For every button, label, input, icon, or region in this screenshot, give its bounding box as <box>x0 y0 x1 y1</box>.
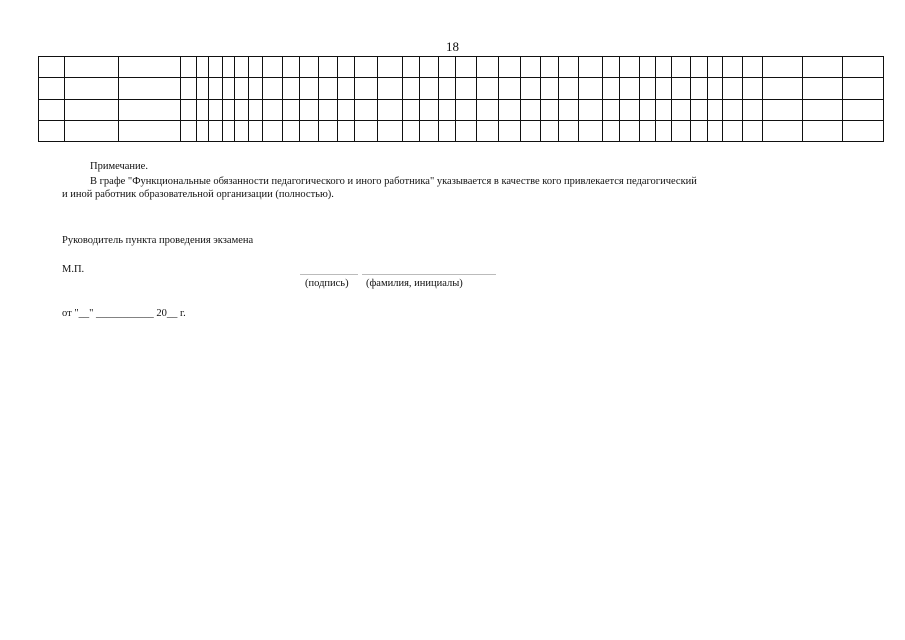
table-cell <box>639 78 655 99</box>
table-cell <box>843 57 884 78</box>
table-cell <box>235 99 249 120</box>
table-cell <box>707 120 722 141</box>
table-cell <box>690 120 707 141</box>
table-cell <box>402 57 419 78</box>
table-cell <box>541 57 559 78</box>
note-title: Примечание. <box>90 161 148 172</box>
table-cell <box>119 57 181 78</box>
table-cell <box>282 57 299 78</box>
table-cell <box>707 78 722 99</box>
table-cell <box>639 99 655 120</box>
table-cell <box>223 99 235 120</box>
table-cell <box>119 120 181 141</box>
table-cell <box>420 120 438 141</box>
table-cell <box>262 120 282 141</box>
table-cell <box>208 99 222 120</box>
table-cell <box>65 78 119 99</box>
table-cell <box>603 78 620 99</box>
table-cell <box>541 99 559 120</box>
table-cell <box>208 78 222 99</box>
table-cell <box>578 78 602 99</box>
table-cell <box>235 120 249 141</box>
table-cell <box>377 120 402 141</box>
table-cell <box>377 78 402 99</box>
table-cell <box>402 120 419 141</box>
table-cell <box>499 78 520 99</box>
table-cell <box>196 57 208 78</box>
table-cell <box>318 57 337 78</box>
table-cell <box>803 120 843 141</box>
table-cell <box>803 78 843 99</box>
table-cell <box>639 57 655 78</box>
table-cell <box>337 57 354 78</box>
table-cell <box>723 120 743 141</box>
table-cell <box>603 120 620 141</box>
table-cell <box>762 99 803 120</box>
table-cell <box>438 78 455 99</box>
table-cell <box>438 57 455 78</box>
table-cell <box>707 99 722 120</box>
empty-grid-table <box>38 56 884 142</box>
position-title: Руководитель пункта проведения экзамена <box>62 235 254 246</box>
table-cell <box>249 78 262 99</box>
table-cell <box>262 57 282 78</box>
table-cell <box>196 78 208 99</box>
table-cell <box>181 99 196 120</box>
table-row <box>39 99 884 120</box>
table-cell <box>656 57 672 78</box>
table-cell <box>249 120 262 141</box>
table-cell <box>65 57 119 78</box>
name-caption: (фамилия, инициалы) <box>366 278 463 289</box>
table-cell <box>402 99 419 120</box>
table-cell <box>420 78 438 99</box>
table-cell <box>803 99 843 120</box>
table-cell <box>559 99 578 120</box>
table-cell <box>656 78 672 99</box>
table-cell <box>743 99 762 120</box>
table-cell <box>438 120 455 141</box>
table-cell <box>620 120 639 141</box>
table-cell <box>65 99 119 120</box>
signature-caption: (подпись) <box>305 278 349 289</box>
table-cell <box>620 78 639 99</box>
table-cell <box>541 78 559 99</box>
table-cell <box>707 57 722 78</box>
table-cell <box>196 99 208 120</box>
table-cell <box>762 78 803 99</box>
table-cell <box>337 99 354 120</box>
note-line-1: В графе "Функциональные обязанности педагогического и иного работника" указывается в качестве кого привлекается педагогический <box>90 176 697 187</box>
table-cell <box>377 57 402 78</box>
table-cell <box>672 57 690 78</box>
table-cell <box>262 99 282 120</box>
table-cell <box>477 57 499 78</box>
table-cell <box>119 99 181 120</box>
table-row <box>39 120 884 141</box>
table-cell <box>559 78 578 99</box>
table-cell <box>181 78 196 99</box>
table-cell <box>762 120 803 141</box>
table-cell <box>39 99 65 120</box>
table-cell <box>656 99 672 120</box>
table-cell <box>355 120 377 141</box>
table-cell <box>499 57 520 78</box>
table-cell <box>355 99 377 120</box>
table-cell <box>318 120 337 141</box>
table-cell <box>223 57 235 78</box>
table-cell <box>402 78 419 99</box>
page-number: 18 <box>446 39 459 54</box>
note-line-2: и иной работник образовательной организации (полностью). <box>62 189 334 200</box>
stamp-placeholder: М.П. <box>62 264 85 275</box>
table-cell <box>639 120 655 141</box>
table-cell <box>656 120 672 141</box>
table-cell <box>318 99 337 120</box>
table-row <box>39 78 884 99</box>
table-cell <box>578 99 602 120</box>
table-cell <box>235 57 249 78</box>
table-cell <box>377 99 402 120</box>
table-cell <box>620 99 639 120</box>
table-cell <box>39 120 65 141</box>
table-cell <box>438 99 455 120</box>
table-cell <box>420 57 438 78</box>
table-cell <box>723 78 743 99</box>
table-cell <box>603 57 620 78</box>
table-cell <box>355 57 377 78</box>
table-cell <box>723 99 743 120</box>
table-cell <box>672 78 690 99</box>
date-line: от "__" ___________ 20__ г. <box>62 308 186 319</box>
table-cell <box>559 120 578 141</box>
table-cell <box>477 99 499 120</box>
table-cell <box>843 120 884 141</box>
table-cell <box>559 57 578 78</box>
table-cell <box>843 99 884 120</box>
table-cell <box>578 120 602 141</box>
table-cell <box>499 99 520 120</box>
table-cell <box>672 120 690 141</box>
table-cell <box>196 120 208 141</box>
table-cell <box>181 57 196 78</box>
table-cell <box>300 99 318 120</box>
table-cell <box>223 120 235 141</box>
table-cell <box>723 57 743 78</box>
table-cell <box>208 120 222 141</box>
table-cell <box>762 57 803 78</box>
table-row <box>39 57 884 78</box>
table-cell <box>235 78 249 99</box>
table-cell <box>39 78 65 99</box>
table-cell <box>690 78 707 99</box>
table-cell <box>300 120 318 141</box>
table-cell <box>520 99 540 120</box>
table-cell <box>355 78 377 99</box>
table-cell <box>282 120 299 141</box>
table-cell <box>455 99 476 120</box>
table-cell <box>743 57 762 78</box>
table-cell <box>455 78 476 99</box>
table-cell <box>249 57 262 78</box>
table-cell <box>208 57 222 78</box>
table-cell <box>119 78 181 99</box>
table-cell <box>262 78 282 99</box>
table-cell <box>690 57 707 78</box>
signature-line <box>300 274 358 275</box>
table-cell <box>672 99 690 120</box>
table-cell <box>520 78 540 99</box>
table-cell <box>455 57 476 78</box>
name-line <box>362 274 496 275</box>
table-cell <box>578 57 602 78</box>
table-cell <box>843 78 884 99</box>
table-cell <box>743 120 762 141</box>
table-cell <box>39 57 65 78</box>
table-cell <box>181 120 196 141</box>
table-cell <box>420 99 438 120</box>
table-cell <box>337 120 354 141</box>
table-cell <box>477 120 499 141</box>
table-cell <box>282 99 299 120</box>
table-cell <box>282 78 299 99</box>
table-cell <box>223 78 235 99</box>
table-cell <box>300 57 318 78</box>
table-cell <box>743 78 762 99</box>
table-cell <box>249 99 262 120</box>
table-cell <box>803 57 843 78</box>
table-cell <box>318 78 337 99</box>
table-cell <box>477 78 499 99</box>
table-cell <box>65 120 119 141</box>
table-cell <box>520 120 540 141</box>
table-cell <box>337 78 354 99</box>
table-cell <box>300 78 318 99</box>
table-cell <box>499 120 520 141</box>
table-cell <box>690 99 707 120</box>
table-cell <box>620 57 639 78</box>
table-cell <box>541 120 559 141</box>
table-cell <box>603 99 620 120</box>
table-cell <box>520 57 540 78</box>
table-cell <box>455 120 476 141</box>
